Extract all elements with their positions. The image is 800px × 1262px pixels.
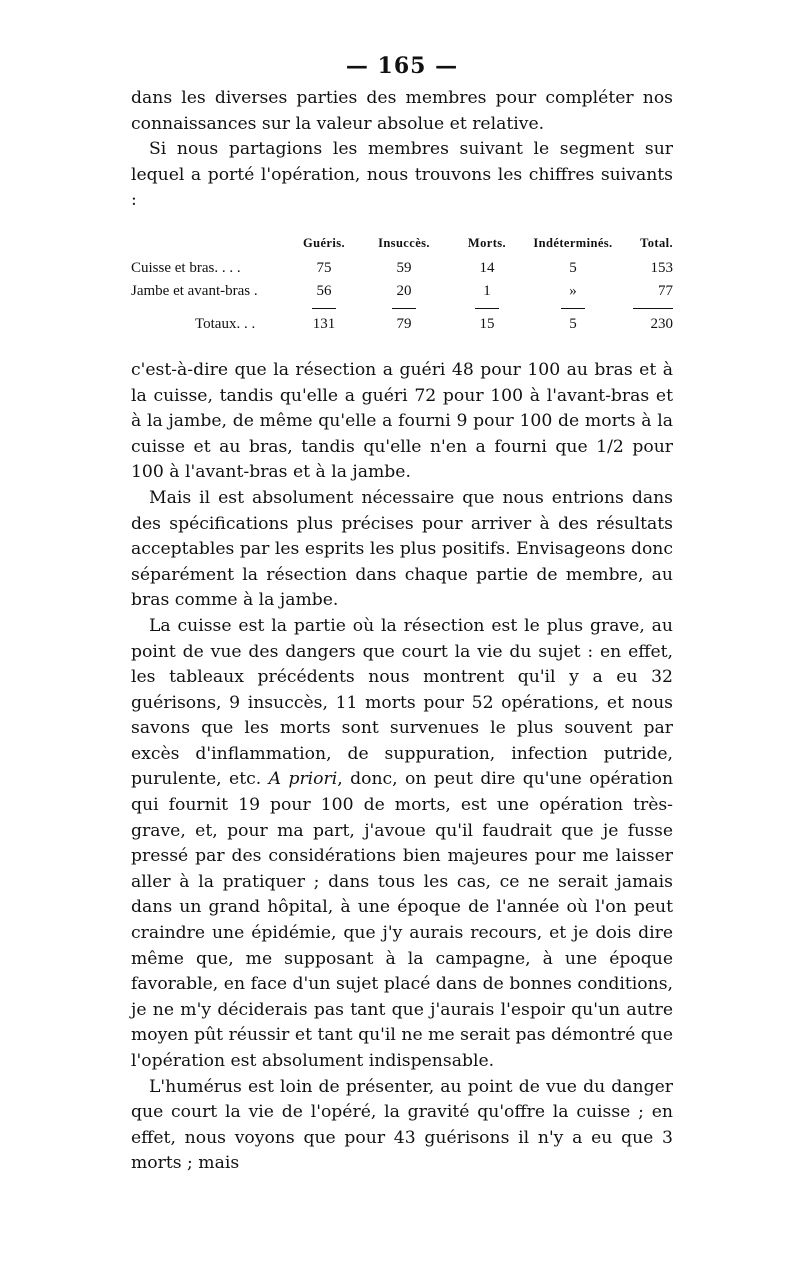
table-cell: 77 <box>658 282 673 299</box>
row-label: Cuisse et bras. . . . <box>131 259 241 276</box>
paragraph-intro-table: Si nous partagions les membres suivant le segment sur lequel a porté l'opération, nous trouvons les chiffres suivants : <box>131 139 673 211</box>
table-cell: 14 <box>479 259 495 276</box>
paragraph-percentages: c'est-à-dire que la résection a guéri 48 pour 100 au bras et à la cuisse, tandis qu'elle a guéri 72 pour 100 à l'avant-bras et à la jambe, de même qu'elle a fourni 9 pour 100 de morts à la cuisse et au bras, tandis qu'elle n'en a fourni que 1/2 pour 100 à l'avant-bras et à la jambe. <box>131 359 673 483</box>
results-table <box>131 236 673 336</box>
table-cell: 1 <box>483 282 491 299</box>
table-cell: 75 <box>316 259 332 276</box>
table-header-gueris: Guéris. <box>302 235 346 250</box>
table-header-empty <box>131 236 293 257</box>
row-label: Jambe et avant-bras . <box>131 282 258 299</box>
paragraph-humerus: L'humérus est loin de présenter, au point de vue du danger que court la vie de l'opéré, la gravité qu'offre la cuisse ; en effet, nous voyons que pour 43 guérisons il n'y a eu que 3 morts ; mais <box>131 1076 673 1174</box>
table-header-insucces: Insuccès. <box>378 235 430 250</box>
table-cell: 20 <box>396 282 412 299</box>
table-header-indetermines: Indéterminés. <box>533 235 613 250</box>
table-header-row <box>131 236 673 257</box>
table-row <box>131 257 673 280</box>
rule-empty <box>131 303 293 313</box>
table-totals-row <box>131 313 673 336</box>
table-cell: » <box>569 282 577 299</box>
table-cell: 230 <box>650 315 673 332</box>
table-cell: 131 <box>312 315 336 332</box>
sum-rule <box>355 303 453 313</box>
page-number: — 165 — <box>345 53 459 79</box>
paragraph-cuisse <box>131 614 673 1075</box>
table-cell: 5 <box>569 259 577 276</box>
sum-rule <box>521 303 625 313</box>
cuisse-text-part2: , donc, on peut dire qu'une opération qui fournit 19 pour 100 de morts, est une opération très-grave, et, pour ma part, j'avoue qu'il faudrait que je fusse pressé par des considérations bien majeures pour me laisser aller à la pratiquer ; dans tous les cas, ce ne serait jamais dans un grand hôpital, à une époque de l'année où l'on peut craindre une épidémie, que j'y aurais recours, et je dois dire même que, me supposant à la campagne, à une époque favorable, en face d'un sujet placé dans de bonnes conditions, je ne m'y déciderais pas tant que j'aurais l'espoir qu'un autre moyen pût réussir et tant qu'il ne me serait pas démontré que l'opération est absolument indispensable. <box>131 769 674 1071</box>
table-cell: 153 <box>650 259 673 276</box>
a-priori-emphasis: A priori <box>268 769 338 790</box>
table-header-total: Total. <box>640 235 673 250</box>
cuisse-text-part1: La cuisse est la partie où la résection est le plus grave, au point de vue des dangers que court la vie du sujet : en effet, les tableaux précédents nous montrent qu'il y a eu 32 guérisons, 9 insuccès, 11 morts pour 52 opérations, et nous savons que les morts sont survenues le plus souvent par excès d'inflammation, de suppuration, infection putride, purulente, etc. <box>131 615 673 790</box>
table-row <box>131 280 673 303</box>
table-header-morts: Morts. <box>467 235 507 250</box>
totals-label: Totaux. . . <box>195 315 256 332</box>
paragraph-specifications: Mais il est absolument nécessaire que nous entrions dans des spécifications plus précises pour arriver à des résultats acceptables par les esprits les plus positifs. Envisageons donc séparément la résection dans chaque partie de membre, au bras comme à la jambe. <box>131 487 673 611</box>
sum-rule-row <box>131 303 673 313</box>
table-cell: 15 <box>479 315 495 332</box>
sum-rule <box>625 303 673 313</box>
table-cell: 59 <box>396 259 412 276</box>
sum-rule <box>453 303 521 313</box>
table-cell: 5 <box>569 315 577 332</box>
sum-rule <box>293 303 355 313</box>
paragraph-continuation: dans les diverses parties des membres pour compléter nos connaissances sur la valeur absolue et relative. <box>131 88 673 134</box>
table-cell: 79 <box>396 315 412 332</box>
book-page <box>131 52 673 1177</box>
table-cell: 56 <box>316 282 332 299</box>
